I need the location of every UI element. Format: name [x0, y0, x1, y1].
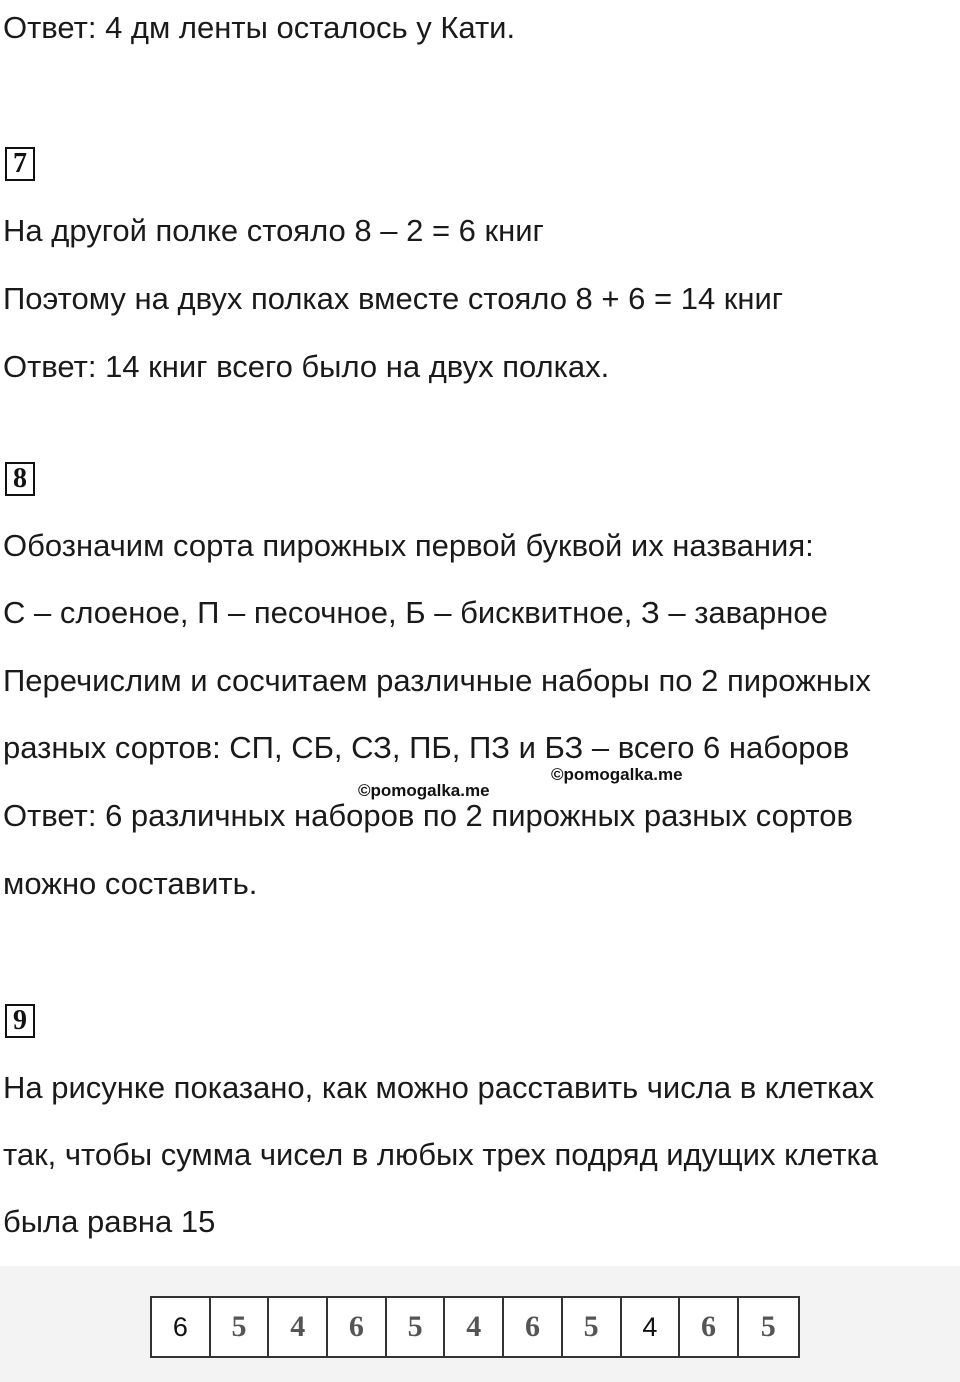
strip-cell: 5 [211, 1298, 270, 1356]
strip-cell: 4 [445, 1298, 504, 1356]
task-8-line-2: С – слоеное, П – песочное, Б – бисквитное, З – заварное [3, 595, 828, 630]
strip-cell: 5 [563, 1298, 622, 1356]
strip-cell: 4 [622, 1298, 681, 1356]
strip-cell: 6 [328, 1298, 387, 1356]
task-9-line-3: была равна 15 [3, 1204, 216, 1239]
task-number-7: 7 [5, 147, 35, 181]
task-9-line-1: На рисунке показано, как можно расставить числа в клетках [3, 1070, 875, 1105]
answer-task-6: Ответ: 4 дм ленты осталось у Кати. [3, 10, 516, 45]
task-8-line-4: разных сортов: СП, СБ, СЗ, ПБ, ПЗ и БЗ – всего 6 наборов [3, 730, 850, 765]
task-number-8: 8 [5, 462, 35, 496]
strip-cell: 4 [269, 1298, 328, 1356]
watermark-2: ©pomogalka.me [551, 765, 683, 784]
strip-cell: 6 [152, 1298, 211, 1356]
strip-cell: 5 [760, 1310, 776, 1343]
strip-cell: 6 [680, 1298, 739, 1356]
task-7-line-1: На другой полке стояло 8 – 2 = 6 книг [3, 213, 544, 248]
watermark-1: ©pomogalka.me [358, 781, 490, 800]
task-8-answer-line-1: Ответ: 6 различных наборов по 2 пирожных разных сортов [3, 798, 853, 833]
task-7-answer: Ответ: 14 книг всего было на двух полках. [3, 349, 610, 384]
strip-cell: 5 [387, 1298, 446, 1356]
number-strip [150, 1296, 800, 1358]
task-8-line-3: Перечислим и сосчитаем различные наборы по 2 пирожных [3, 663, 871, 698]
task-9-line-2: так, чтобы сумма чисел в любых трех подряд идущих клетка [3, 1137, 879, 1172]
strip-cell: 6 [504, 1298, 563, 1356]
task-number-9: 9 [5, 1004, 35, 1038]
task-8-line-1: Обозначим сорта пирожных первой буквой их названия: [3, 528, 814, 563]
task-8-answer-line-2: можно составить. [3, 866, 258, 901]
task-7-line-2: Поэтому на двух полках вместе стояло 8 + 6 = 14 книг [3, 281, 784, 316]
